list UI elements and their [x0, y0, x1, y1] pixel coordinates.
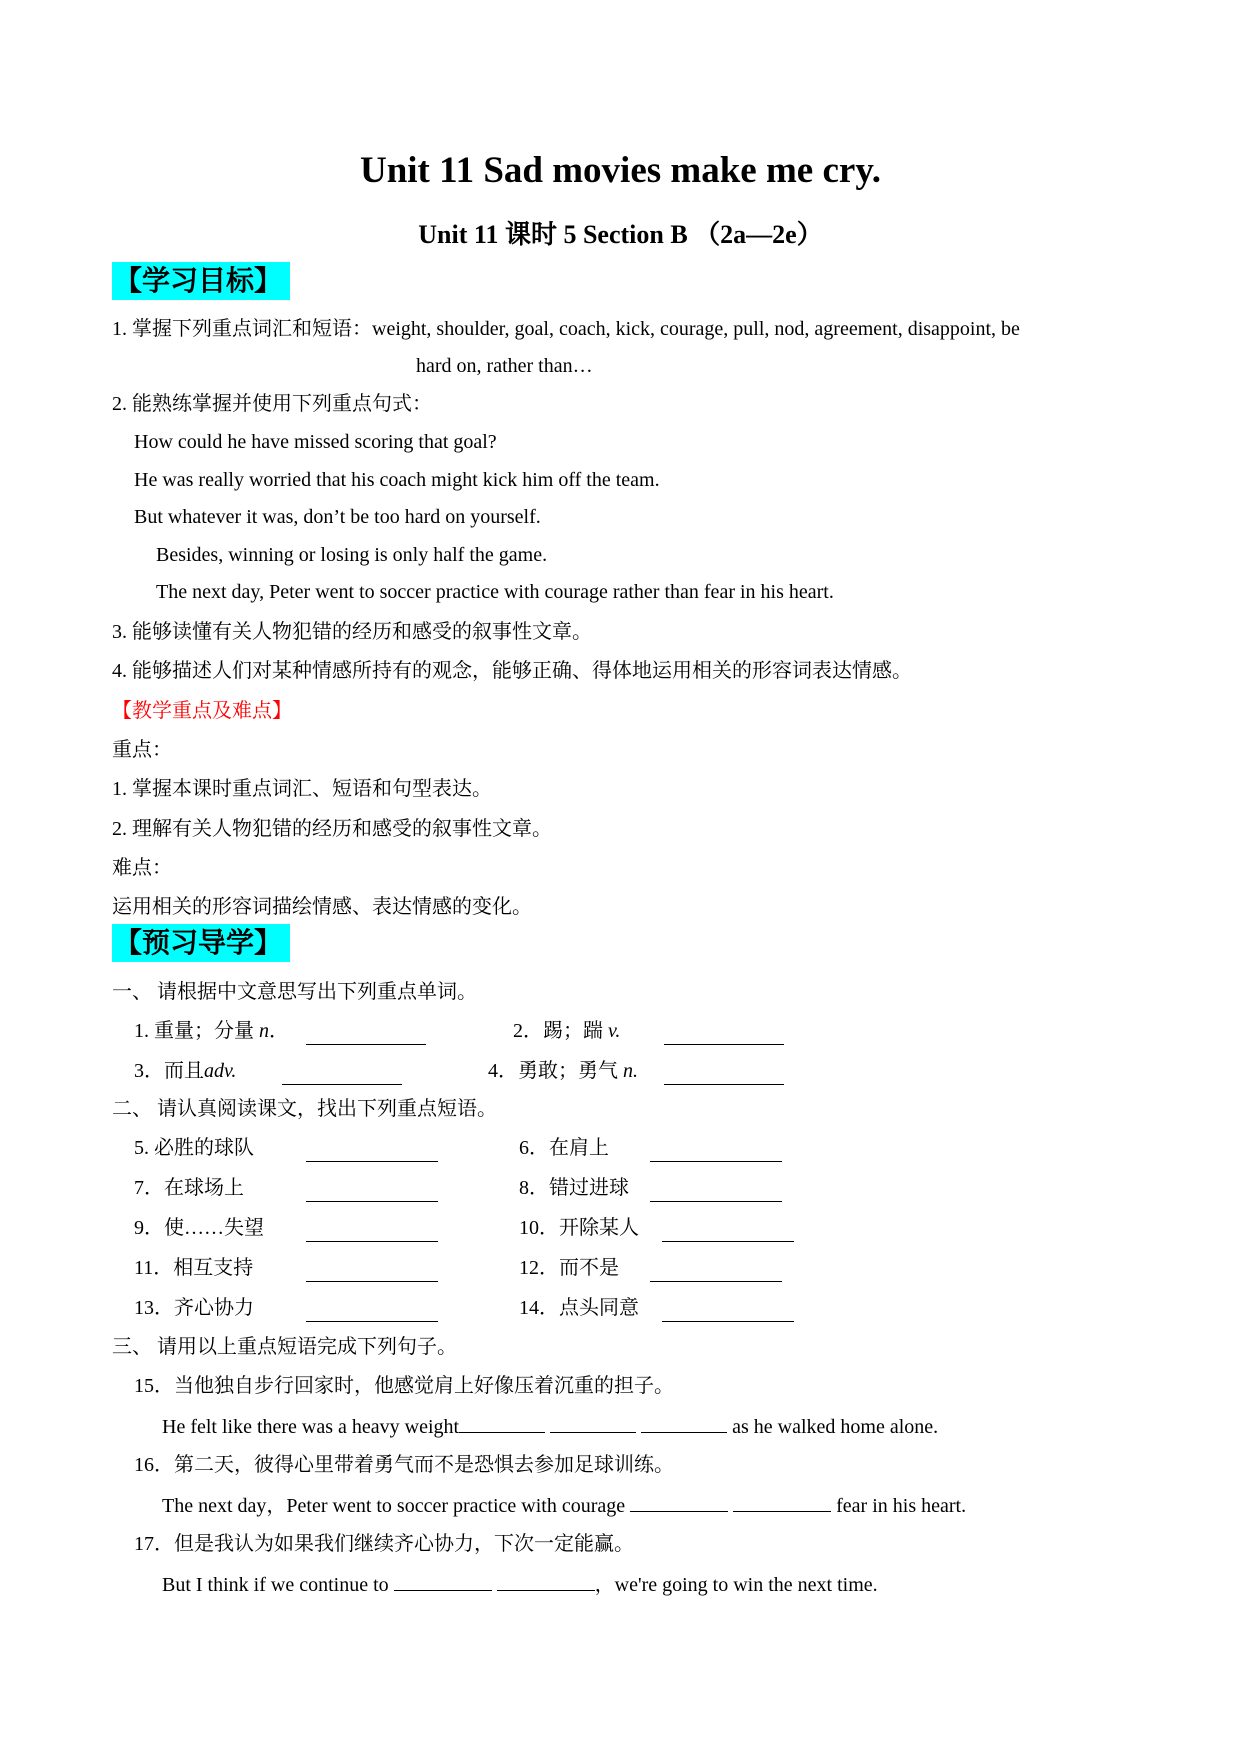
- phrase-blank[interactable]: [306, 1299, 438, 1322]
- word-blank[interactable]: [282, 1062, 402, 1085]
- part-1-instruction: 一、 请根据中文意思写出下列重点单词。: [112, 981, 477, 1003]
- phrase-blank[interactable]: [650, 1259, 782, 1282]
- objective-1-label: 1. 掌握下列重点词汇和短语：: [112, 318, 372, 340]
- question-15-chinese: 15．当他独自步行回家时，他感觉肩上好像压着沉重的担子。: [134, 1375, 674, 1397]
- question-15-english: He felt like there was a heavy weight as he walked home alone.: [162, 1410, 938, 1442]
- key-point: 2. 理解有关人物犯错的经历和感受的叙事性文章。: [112, 818, 552, 840]
- objectives-header: 【学习目标】: [112, 262, 290, 300]
- phrase-blank[interactable]: [306, 1259, 438, 1282]
- phrase-item: 10．开除某人: [519, 1217, 639, 1239]
- phrase-blank[interactable]: [650, 1179, 782, 1202]
- word-blank[interactable]: [306, 1022, 426, 1045]
- key-sentence: How could he have missed scoring that goal?: [134, 431, 497, 453]
- question-16-chinese: 16．第二天，彼得心里带着勇气而不是恐惧去参加足球训练。: [134, 1454, 674, 1476]
- phrase-item: 9．使……失望: [134, 1217, 264, 1239]
- answer-blank[interactable]: [394, 1568, 492, 1591]
- phrase-blank[interactable]: [662, 1219, 794, 1242]
- preview-header: 【预习导学】: [112, 924, 290, 962]
- phrase-item: 12．而不是: [519, 1257, 619, 1279]
- key-difficulty-header: 【教学重点及难点】: [112, 700, 292, 722]
- key-sentence: Besides, winning or losing is only half the game.: [156, 544, 548, 566]
- answer-blank[interactable]: [550, 1410, 636, 1433]
- answer-blank[interactable]: [497, 1568, 595, 1591]
- word-item: 3．而且adv.: [134, 1060, 237, 1082]
- word-item: 1. 重量；分量 n．: [134, 1020, 289, 1042]
- objective-1-words: weight, shoulder, goal, coach, kick, courage, pull, nod, agreement, disappoint, be: [372, 318, 1020, 340]
- objective-4: 4. 能够描述人们对某种情感所持有的观念，能够正确、得体地运用相关的形容词表达情感。: [112, 660, 912, 682]
- objective-3: 3. 能够读懂有关人物犯错的经历和感受的叙事性文章。: [112, 621, 592, 643]
- word-item: 2．踢；踹 v.: [513, 1020, 621, 1042]
- phrase-blank[interactable]: [662, 1299, 794, 1322]
- key-sentence: But whatever it was, don’t be too hard on yourself.: [134, 506, 541, 528]
- page-title: Unit 11 Sad movies make me cry.: [359, 150, 882, 191]
- objective-1: [112, 314, 1020, 344]
- word-blank[interactable]: [664, 1062, 784, 1085]
- word-blank[interactable]: [664, 1022, 784, 1045]
- phrase-item: 14．点头同意: [519, 1297, 639, 1319]
- objective-1-continued: hard on, rather than…: [416, 355, 593, 377]
- phrase-item: 5. 必胜的球队: [134, 1137, 254, 1159]
- phrase-item: 13．齐心协力: [134, 1297, 254, 1319]
- difficulty-point: 运用相关的形容词描绘情感、表达情感的变化。: [112, 896, 532, 918]
- part-2-instruction: 二、 请认真阅读课文，找出下列重点短语。: [112, 1098, 497, 1120]
- word-item: 4．勇敢；勇气 n.: [488, 1060, 638, 1082]
- key-points-label: 重点：: [112, 739, 172, 761]
- answer-blank[interactable]: [459, 1410, 545, 1433]
- difficulty-label: 难点：: [112, 857, 172, 879]
- answer-blank[interactable]: [733, 1489, 831, 1512]
- question-17-english: But I think if we continue to ，we're going to win the next time.: [162, 1568, 878, 1600]
- answer-blank[interactable]: [630, 1489, 728, 1512]
- phrase-item: 6．在肩上: [519, 1137, 609, 1159]
- key-point: 1. 掌握本课时重点词汇、短语和句型表达。: [112, 778, 492, 800]
- phrase-item: 11．相互支持: [134, 1257, 254, 1279]
- key-sentence: The next day, Peter went to soccer practice with courage rather than fear in his heart.: [156, 581, 834, 603]
- phrase-blank[interactable]: [306, 1179, 438, 1202]
- phrase-blank[interactable]: [650, 1139, 782, 1162]
- phrase-item: 7．在球场上: [134, 1177, 244, 1199]
- key-sentence: He was really worried that his coach might kick him off the team.: [134, 469, 660, 491]
- part-3-instruction: 三、 请用以上重点短语完成下列句子。: [112, 1336, 457, 1358]
- page-subtitle: Unit 11 课时 5 Section B （2a—2e）: [418, 220, 823, 249]
- objective-2: 2. 能熟练掌握并使用下列重点句式：: [112, 393, 432, 415]
- phrase-blank[interactable]: [306, 1139, 438, 1162]
- phrase-blank[interactable]: [306, 1219, 438, 1242]
- answer-blank[interactable]: [641, 1410, 727, 1433]
- question-16-english: The next day，Peter went to soccer practice with courage fear in his heart.: [162, 1489, 966, 1521]
- question-17-chinese: 17．但是我认为如果我们继续齐心协力，下次一定能赢。: [134, 1533, 634, 1555]
- phrase-item: 8．错过进球: [519, 1177, 629, 1199]
